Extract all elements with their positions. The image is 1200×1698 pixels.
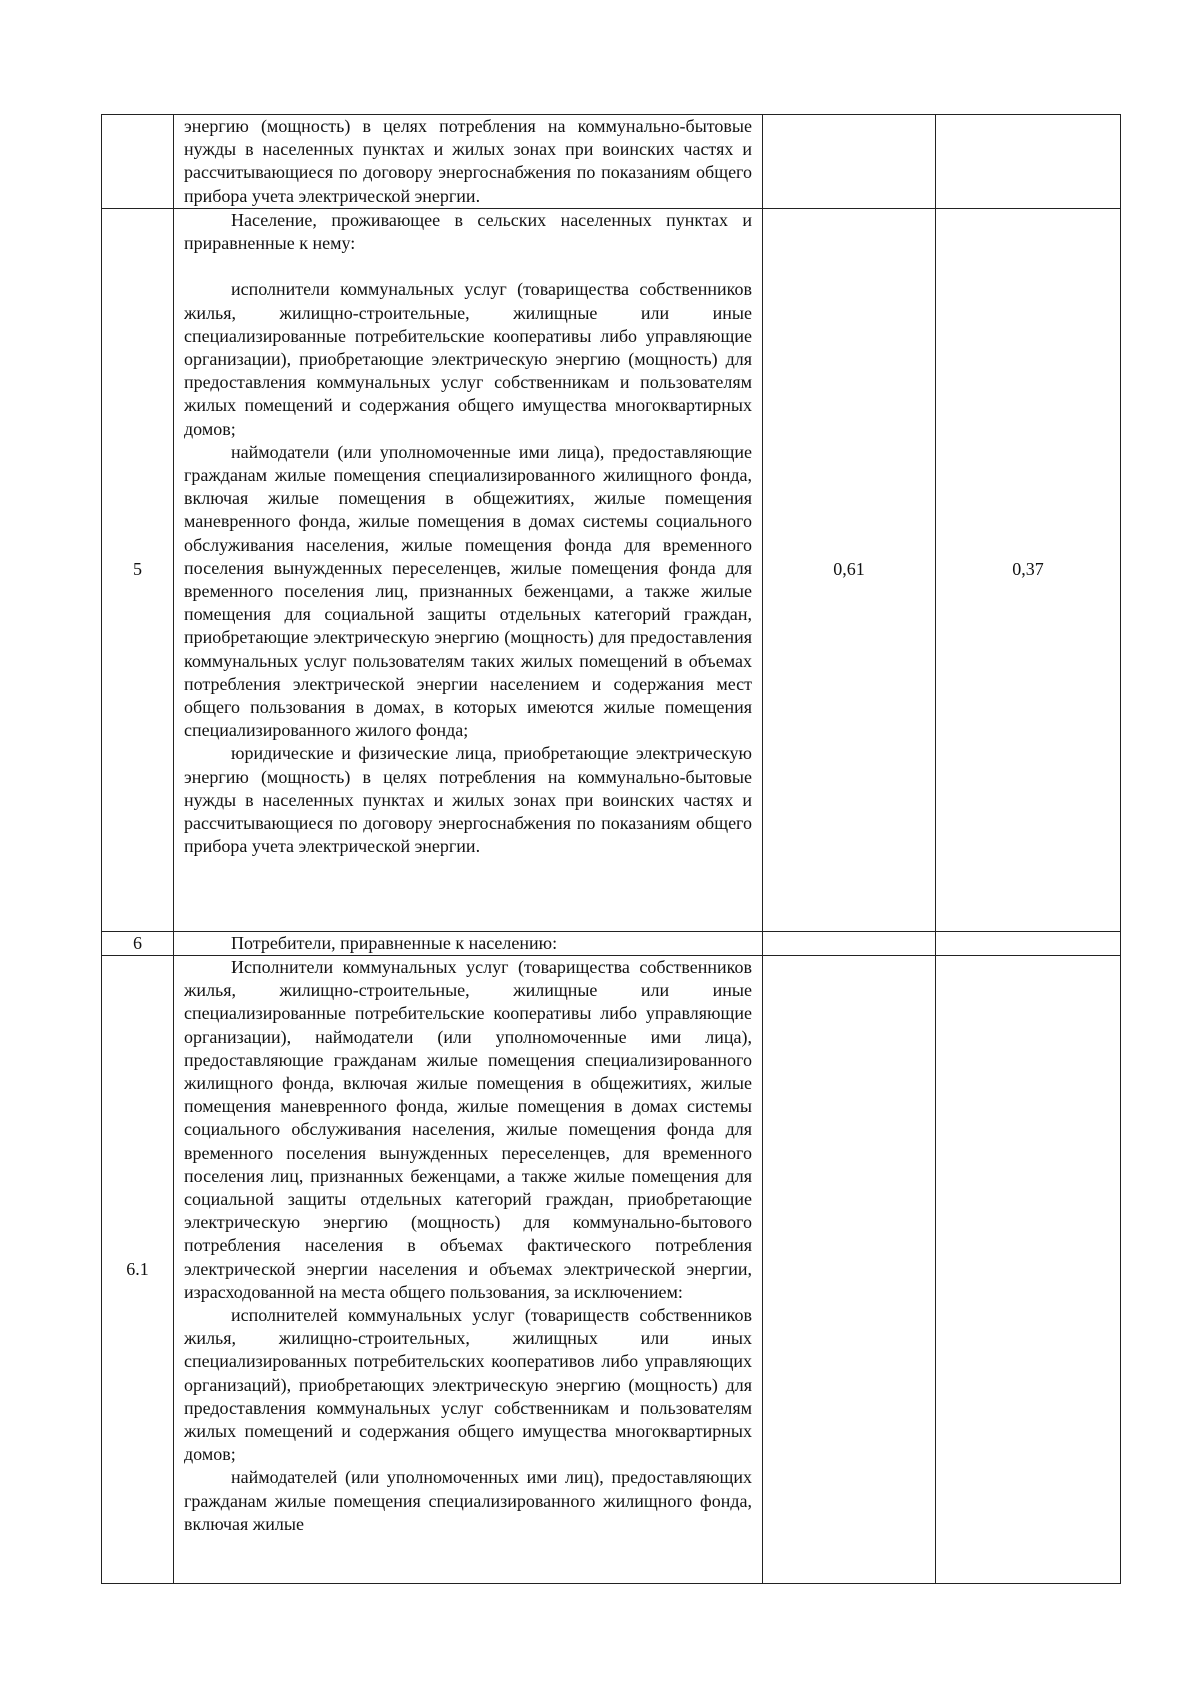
- row-description-cell: [174, 208, 763, 931]
- row-description-cell: [174, 115, 763, 209]
- tariff-value-2-cell: 0,37: [936, 208, 1121, 931]
- row-number-cell: 6.1: [102, 956, 174, 1584]
- description-paragraph: исполнителей коммунальных услуг (товариществ собственников жилья, жилищно-строительных, жилищных или иных специализированных потребительских кооперативов либо управляющих организаций), приобретающих электрическую энергию (мощность) для предоставления коммунальных услуг собственникам и пользователям жилых помещений и содержания общего имущества многоквартирных домов;: [184, 1305, 752, 1465]
- description-paragraph: исполнители коммунальных услуг (товарищества собственников жилья, жилищно-строительные, жилищные или иные специализированные потребительские кооперативы либо управляющие организации), приобретающие электрическую энергию (мощность) для предоставления коммунальных услуг собственникам и пользователям жилых помещений и содержания общего имущества многоквартирных домов;: [184, 279, 752, 439]
- description-intro: Население, проживающее в сельских населенных пунктах и приравненные к нему:: [184, 209, 752, 254]
- tariff-value-1-cell: [763, 931, 936, 955]
- tariff-value-1-cell: [763, 956, 936, 1584]
- tariff-value-2-cell: [936, 115, 1121, 209]
- row-number-cell: 6: [102, 931, 174, 955]
- description-paragraph: юридические и физические лица, приобретающие электрическую энергию (мощность) в целях потребления на коммунально-бытовые нужды в населенных пунктах и жилых зонах при воинских частях и рассчитывающиеся по договору энергоснабжения по показаниям общего прибора учета электрической энергии.: [184, 743, 752, 857]
- tariff-value-2-cell: [936, 931, 1121, 955]
- description-paragraph: Исполнители коммунальных услуг (товарищества собственников жилья, жилищно-строительные, жилищные или иные специализированные потребительские кооперативы либо управляющие организации), наймодатели (или уполномоченные ими лица), предоставляющие гражданам жилые помещения специализированного жилищного фонда, включая жилые помещения в общежитиях, жилые помещения маневренного фонда, жилые помещения в домах системы социального обслуживания населения, жилые помещения фонда для временного поселения вынужденных переселенцев, для временного поселения лиц, признанных беженцами, а также жилые помещения для социальной защиты отдельных категорий граждан, приобретающие электрическую энергию (мощность) для коммунально-бытового потребления населения в объемах фактического потребления электрической энергии населения и объемах электрической энергии, израсходованной на места общего пользования, за исключением:: [184, 957, 752, 1302]
- description-text: энергию (мощность) в целях потребления на коммунально-бытовые нужды в населенных пунктах и жилых зонах при воинских частях и рассчитывающиеся по договору энергоснабжения по показаниям общего прибора учета электрической энергии.: [184, 116, 752, 206]
- blank-line: [184, 255, 752, 278]
- row-number-cell: 5: [102, 208, 174, 931]
- tariff-value-1-cell: [763, 115, 936, 209]
- description-paragraph: наймодателей (или уполномоченных ими лиц), предоставляющих гражданам жилые помещения специализированного жилищного фонда, включая жилые: [184, 1467, 752, 1534]
- tariff-value-1-cell: 0,61: [763, 208, 936, 931]
- table-row-6-1: [102, 956, 1121, 1584]
- description-paragraph: наймодатели (или уполномоченные ими лица), предоставляющие гражданам жилые помещения специализированного жилищного фонда, включая жилые помещения в общежитиях, жилые помещения маневренного фонда, жилые помещения в домах системы социального обслуживания населения, жилые помещения фонда для временного поселения вынужденных переселенцев, жилые помещения фонда для временного поселения лиц, признанных беженцами, а также жилые помещения для социальной защиты отдельных категорий граждан, приобретающие электрическую энергию (мощность) для предоставления коммунальных услуг пользователям таких жилых помещений в объемах потребления электрической энергии населением и содержания мест общего пользования в домах, в которых имеются жилые помещения специализированного жилого фонда;: [184, 441, 752, 741]
- row-description-cell: [174, 931, 763, 955]
- tariff-value-2-cell: [936, 956, 1121, 1584]
- table-row-continuation: [102, 115, 1121, 209]
- table-row-5: [102, 208, 1121, 931]
- description-text: Потребители, приравненные к населению:: [231, 932, 558, 953]
- tariff-table: [101, 114, 1121, 1584]
- row-number-cell: [102, 115, 174, 209]
- table-row-6: [102, 931, 1121, 955]
- row-description-cell: [174, 956, 763, 1584]
